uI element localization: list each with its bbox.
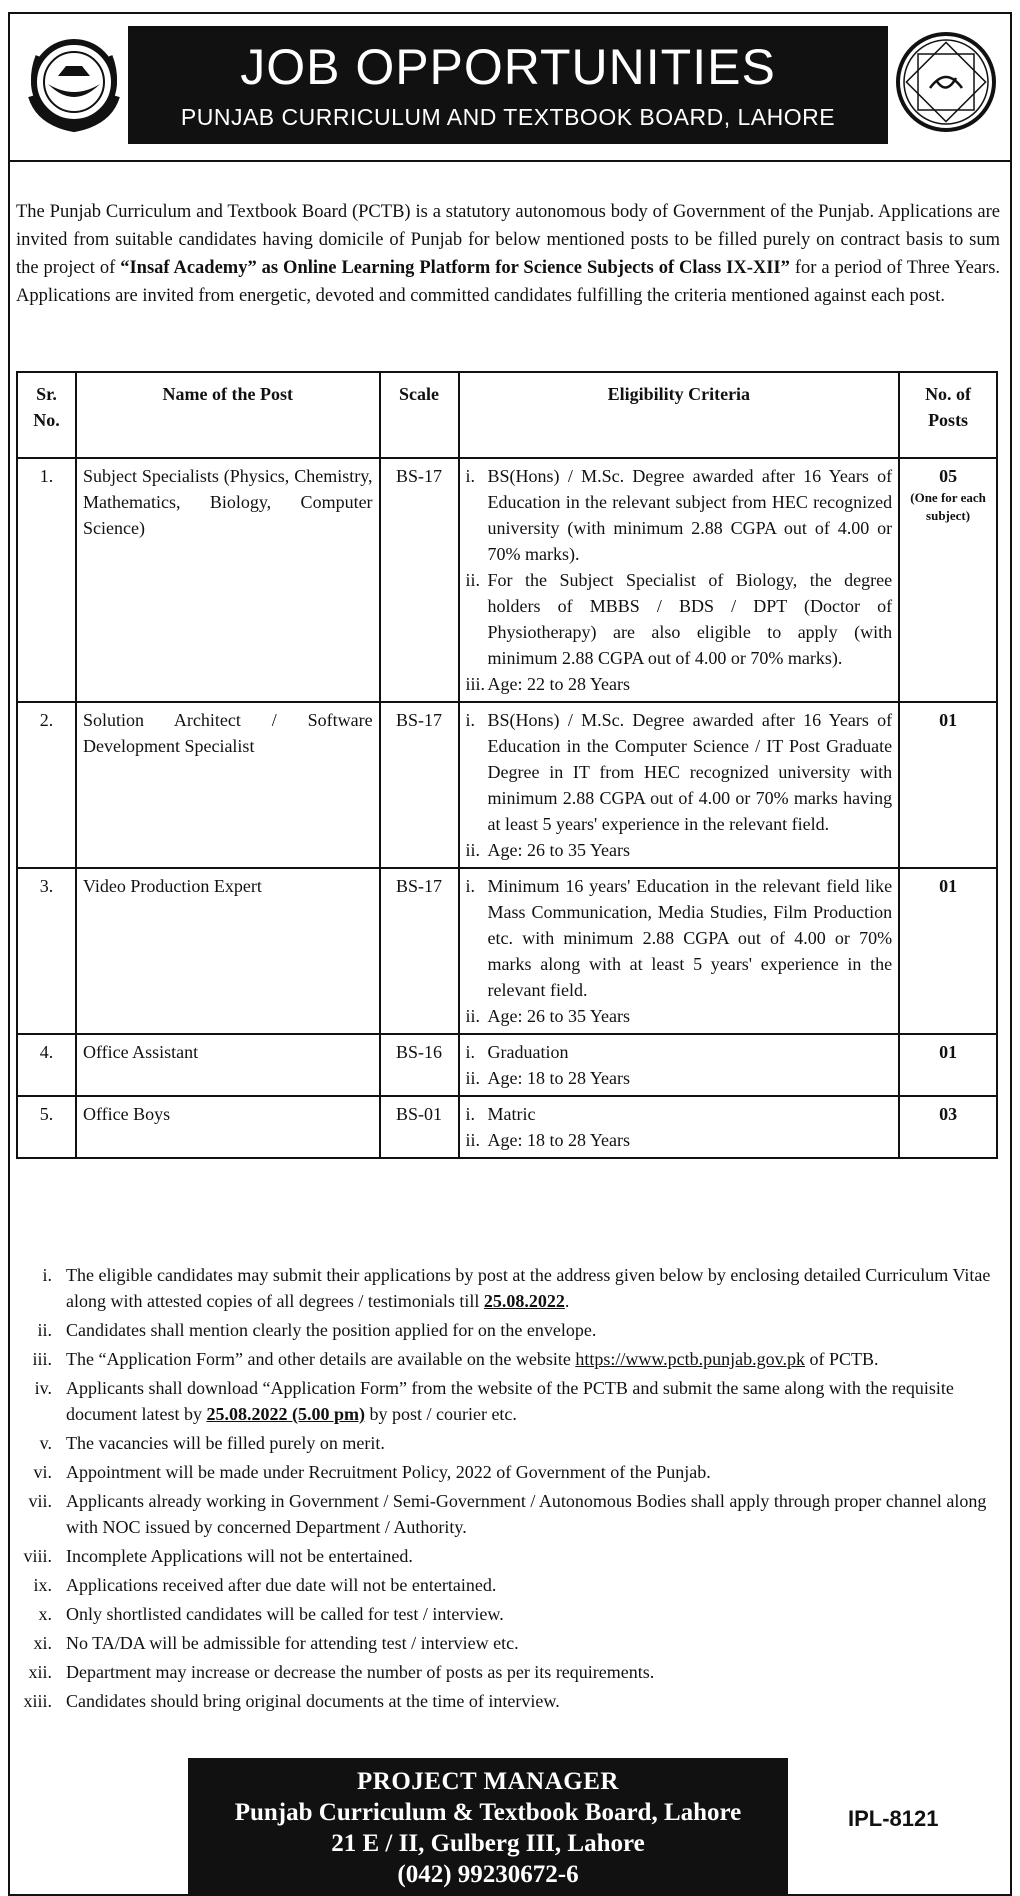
col-header-criteria: Eligibility Criteria bbox=[459, 372, 900, 458]
cell-scale: BS-17 bbox=[380, 702, 459, 868]
list-item bbox=[20, 1459, 1000, 1485]
pctb-seal-icon bbox=[890, 26, 1002, 138]
note-text: Applicants shall download “Application Form” from the website of the PCTB and submit the same along with the requisite document latest by bbox=[66, 1378, 954, 1424]
note-num: v. bbox=[39, 1433, 52, 1453]
website-link[interactable]: https://www.pctb.punjab.gov.pk bbox=[575, 1349, 805, 1369]
list-item bbox=[20, 1430, 1000, 1456]
posts-count: 01 bbox=[939, 1042, 958, 1062]
note-deadline: 25.08.2022 (5.00 pm) bbox=[206, 1404, 365, 1424]
punjab-government-emblem-icon bbox=[18, 26, 130, 138]
table-row bbox=[17, 868, 997, 1034]
contact-address: 21 E / II, Gulberg III, Lahore bbox=[331, 1830, 645, 1857]
note-text: Only shortlisted candidates will be called for test / interview. bbox=[66, 1604, 504, 1624]
list-item bbox=[20, 1659, 1000, 1685]
cell-post-name: Video Production Expert bbox=[76, 868, 380, 1034]
cell-criteria bbox=[459, 702, 900, 868]
note-text: Appointment will be made under Recruitment Policy, 2022 of Government of the Punjab. bbox=[66, 1462, 711, 1482]
criteria-num: ii. bbox=[465, 570, 481, 590]
col-header-scale: Scale bbox=[380, 372, 459, 458]
note-num: i. bbox=[42, 1265, 52, 1285]
contact-phone: (042) 99230672-6 bbox=[397, 1861, 579, 1888]
criteria-text: Age: 22 to 28 Years bbox=[487, 674, 631, 694]
list-item bbox=[20, 1630, 1000, 1656]
criteria-num: i. bbox=[465, 876, 476, 896]
note-num: x. bbox=[38, 1604, 52, 1624]
list-item bbox=[20, 1375, 1000, 1427]
criteria-num: ii. bbox=[465, 1130, 481, 1150]
criteria-text: Age: 26 to 35 Years bbox=[487, 1006, 631, 1026]
list-item bbox=[20, 1488, 1000, 1540]
intro-text-2: for a period of Three Years. Applications are invited from energetic, devoted and committed candidates fulfilling the criteria mentioned against each post. bbox=[16, 258, 1001, 306]
note-num: vi. bbox=[33, 1462, 52, 1482]
posts-count: 03 bbox=[939, 1104, 958, 1124]
header bbox=[8, 12, 1012, 144]
criteria-num: i. bbox=[465, 710, 476, 730]
note-text: Applications received after due date will not be entertained. bbox=[66, 1575, 497, 1595]
intro-project-name: “Insaf Academy” as Online Learning Platform for Science Subjects of Class IX-XII” bbox=[120, 258, 790, 278]
cell-post-name: Subject Specialists (Physics, Chemistry, Mathematics, Biology, Computer Science) bbox=[76, 458, 380, 702]
criteria-text: Graduation bbox=[487, 1042, 569, 1062]
cell-sr: 2. bbox=[17, 702, 76, 868]
cell-scale: BS-17 bbox=[380, 458, 459, 702]
cell-sr: 3. bbox=[17, 868, 76, 1034]
criteria-text: BS(Hons) / M.Sc. Degree awarded after 16 Years of Education in the relevant subject from HEC recognized university (with minimum 2.88 CGPA out of 4.00 or 70% marks). bbox=[487, 466, 893, 564]
cell-scale: BS-01 bbox=[380, 1096, 459, 1158]
header-divider bbox=[8, 160, 1012, 162]
list-item bbox=[20, 1262, 1000, 1314]
note-num: ii. bbox=[37, 1320, 52, 1340]
criteria-num: i. bbox=[465, 1104, 476, 1124]
list-item bbox=[20, 1346, 1000, 1372]
list-item bbox=[20, 1688, 1000, 1714]
cell-scale: BS-16 bbox=[380, 1034, 459, 1096]
note-text: The vacancies will be filled purely on merit. bbox=[66, 1433, 385, 1453]
note-text: Department may increase or decrease the number of posts as per its requirements. bbox=[66, 1662, 655, 1682]
page-subtitle: PUNJAB CURRICULUM AND TEXTBOOK BOARD, LAHORE bbox=[180, 104, 836, 130]
criteria-num: ii. bbox=[465, 840, 481, 860]
cell-sr: 5. bbox=[17, 1096, 76, 1158]
instructions-list bbox=[20, 1262, 1000, 1717]
note-text: Candidates should bring original documents at the time of interview. bbox=[66, 1691, 560, 1711]
note-text-end: . bbox=[564, 1291, 570, 1311]
cell-sr: 4. bbox=[17, 1034, 76, 1096]
intro-text-1: The Punjab Curriculum and Textbook Board (PCTB) is a statutory autonomous body of Government of the Punjab. Applications are invited from suitable candidates having domicile of Punjab for below mentioned posts to be filled purely on contract basis to sum the project of bbox=[16, 202, 1000, 278]
note-num: xi. bbox=[33, 1633, 52, 1653]
reference-number: IPL-8121 bbox=[848, 1806, 939, 1831]
note-num: iv. bbox=[34, 1378, 52, 1398]
note-text: The “Application Form” and other details are available on the website bbox=[66, 1349, 576, 1369]
posts-count: 01 bbox=[939, 876, 958, 896]
note-text: No TA/DA will be admissible for attending test / interview etc. bbox=[66, 1633, 519, 1653]
cell-criteria bbox=[459, 1096, 900, 1158]
criteria-text: Minimum 16 years' Education in the relevant field like Mass Communication, Media Studies, Film Production etc. with minimum 2.88 CGPA out of 4.00 or 70% marks along with at least 5 years' experience in the relevant field. bbox=[487, 876, 893, 1000]
cell-criteria bbox=[459, 1034, 900, 1096]
cell-post-name: Office Assistant bbox=[76, 1034, 380, 1096]
title-banner bbox=[128, 26, 888, 144]
table-row bbox=[17, 1034, 997, 1096]
note-num: viii. bbox=[23, 1546, 52, 1566]
criteria-text: Age: 26 to 35 Years bbox=[487, 840, 631, 860]
cell-posts bbox=[899, 1034, 997, 1096]
page-title: JOB OPPORTUNITIES bbox=[240, 39, 776, 95]
table-row bbox=[17, 458, 997, 702]
list-item bbox=[20, 1601, 1000, 1627]
note-num: vii. bbox=[28, 1491, 52, 1511]
criteria-text: BS(Hons) / M.Sc. Degree awarded after 16 Years of Education in the Computer Science / IT Post Graduate Degree in IT from HEC recognized university with minimum 2.88 CGPA out of 4.00 or 70% marks having at least 5 years' experience in the relevant field. bbox=[487, 710, 893, 834]
note-text: Incomplete Applications will not be entertained. bbox=[66, 1546, 413, 1566]
list-item bbox=[20, 1317, 1000, 1343]
job-table bbox=[16, 371, 998, 1159]
note-num: xii. bbox=[28, 1662, 52, 1682]
cell-post-name: Solution Architect / Software Development Specialist bbox=[76, 702, 380, 868]
table-row bbox=[17, 1096, 997, 1158]
criteria-text: For the Subject Specialist of Biology, the degree holders of MBBS / BDS / DPT (Doctor of Physiotherapy) are also eligible to apply (with minimum 2.88 CGPA out of 4.00 or 70% marks). bbox=[487, 570, 893, 668]
note-num: ix. bbox=[33, 1575, 52, 1595]
cell-posts bbox=[899, 1096, 997, 1158]
cell-posts bbox=[899, 702, 997, 868]
posts-count: 05 bbox=[939, 466, 958, 486]
table-header-row bbox=[17, 372, 997, 458]
contact-organization: Punjab Curriculum & Textbook Board, Lahore bbox=[234, 1799, 742, 1826]
criteria-num: ii. bbox=[465, 1068, 481, 1088]
note-num: iii. bbox=[32, 1349, 52, 1369]
note-text: The eligible candidates may submit their applications by post at the address given below by enclosing detailed Curriculum Vitae along with attested copies of all degrees / testimonials till bbox=[66, 1265, 991, 1311]
note-num: xiii. bbox=[23, 1691, 52, 1711]
note-text-end: of PCTB. bbox=[804, 1349, 879, 1369]
note-text: Applicants already working in Government / Semi-Government / Autonomous Bodies shall apply through proper channel along with NOC issued by concerned Department / Authority. bbox=[66, 1491, 987, 1537]
table-row bbox=[17, 702, 997, 868]
cell-post-name: Office Boys bbox=[76, 1096, 380, 1158]
cell-posts bbox=[899, 868, 997, 1034]
criteria-num: iii. bbox=[465, 674, 486, 694]
criteria-num: i. bbox=[465, 466, 476, 486]
intro-paragraph bbox=[16, 198, 1000, 310]
note-text-end: by post / courier etc. bbox=[364, 1404, 517, 1424]
note-date: 25.08.2022 bbox=[483, 1291, 565, 1311]
contact-title: PROJECT MANAGER bbox=[357, 1768, 619, 1795]
criteria-text: Age: 18 to 28 Years bbox=[487, 1130, 631, 1150]
posts-note: (One for each subject) bbox=[910, 490, 986, 523]
criteria-text: Matric bbox=[487, 1104, 536, 1124]
col-header-sr: Sr. No. bbox=[17, 372, 76, 458]
cell-scale: BS-17 bbox=[380, 868, 459, 1034]
col-header-name: Name of the Post bbox=[76, 372, 380, 458]
list-item bbox=[20, 1543, 1000, 1569]
cell-sr: 1. bbox=[17, 458, 76, 702]
list-item bbox=[20, 1572, 1000, 1598]
contact-box bbox=[188, 1758, 788, 1896]
note-text: Candidates shall mention clearly the position applied for on the envelope. bbox=[66, 1320, 597, 1340]
criteria-num: i. bbox=[465, 1042, 476, 1062]
cell-criteria bbox=[459, 868, 900, 1034]
criteria-text: Age: 18 to 28 Years bbox=[487, 1068, 631, 1088]
criteria-num: ii. bbox=[465, 1006, 481, 1026]
posts-count: 01 bbox=[939, 710, 958, 730]
cell-criteria bbox=[459, 458, 900, 702]
cell-posts bbox=[899, 458, 997, 702]
col-header-posts: No. of Posts bbox=[899, 372, 997, 458]
